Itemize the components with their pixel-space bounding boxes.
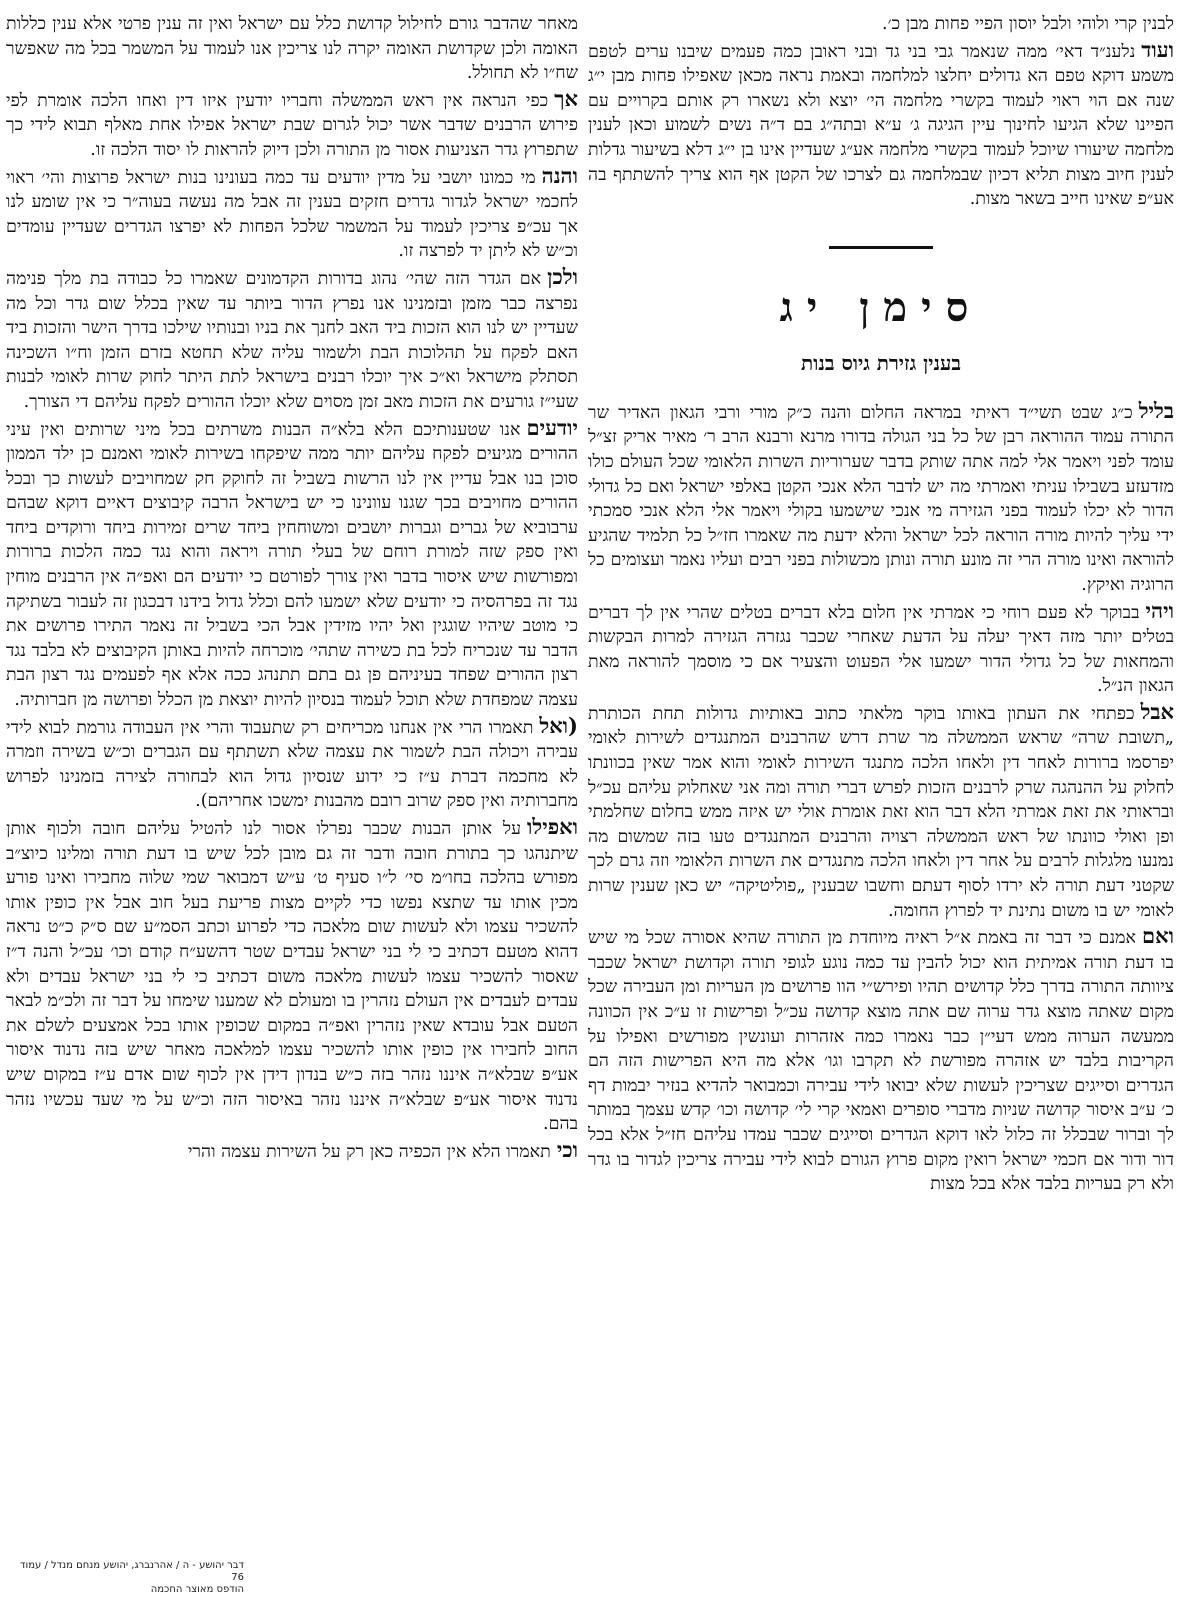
paragraph-lead-word: ואם bbox=[1142, 923, 1174, 949]
paragraph-text: נלענ״ד דאי׳ ממה שנאמר גבי בני גד ובני ראובן כמה פעמים שיבנו ערים לטפם משמע דוקא טפם הא גדולים יחלצו למלחמה ובאמת נראה מכאן שאפילו פחות מבן י״ג שנה אם הוי ראוי לעמוד בקשרי מלחמה הי׳ יוצא ולא נשארו רק אותם בקרויים עם הפיינו שלא הגיעו לחינוך עיין הגיגה ג׳ ע״א ובתה״ג בם ד״ה נשים לשמוע וכאן לענין מלחמה שיעורו שיוכל לעמוד בקשרי מלחמה אע״ג שעדיין אינו בן י״ג דלא בשיעור גדלות לענין חיוב מצות תליא דכיון שבמלחמה גם לצרכו של הקטן אף הוא צריך להשתתף בה אע״פ שאינו חייב בשאר מצות. bbox=[588, 41, 1174, 210]
paragraph-text: כפתחי את העתון באותו בוקר מלאתי כתוב באותיות גדולות תחת הכותרת „תשובת שרה״ שראש הממשלה מר שרת דרש שהרבנים המתנגדים לשירות לאומי יפרסמו ברורות לאחר דין ולאחו הלכה מתנגד השירות לאומי והוא אמר שאין בכוונתו לחלוק על ההנהגה שרק לרבנים הזכות לפרש דברי תורה ומה אני שאחלוק עליהם עכ״ל ובראותי את זאת אמרתי הלא דבר הוא זאת אומרת אולי יש איזה ממש בחלום שחלמתי ופן ואולי כוונתו של ראש הממשלה רצויה והרבנים המתנגדים טעו בזה שמשום מה נמנעו מלגלות לרבים על אחר דין ולאחו הלכה מתנגדים את השרות הלאומי וזה גרם לכך שקטני דעת תורה לא ירדו לסוף דעתם וחשבו שבענין „פוליטיקה״ יש כאן שענין שרות לאומי יש בו משום נתינת יד לפרוץ החומה. bbox=[588, 703, 1174, 921]
left-column bbox=[6, 0, 578, 1165]
paragraph bbox=[588, 38, 1174, 212]
paragraph-text: תאמרו הלא אין הכפיה כאן רק על השירות עצמה והרי bbox=[187, 1141, 551, 1162]
section-divider bbox=[829, 246, 933, 249]
paragraph bbox=[6, 714, 578, 814]
paragraph bbox=[6, 265, 578, 415]
right-column bbox=[588, 0, 1174, 1198]
paragraph-text: בבוקר לא פעם רוחי כי אמרתי אין חלום בלא דברים בטלים שהרי אין לך דברים בטלים יותר מזה דאיך יעלה על הדעת שאחרי שכבר נגזרה הגזירה למרות הבקשות והמחאות של כל גדולי הדור ישמעו אלי הפעוט והצעיר אם כי מוסמך להוראה מאת הגאון הנ״ל. bbox=[588, 602, 1174, 697]
siman-title: סימן יג bbox=[779, 283, 983, 331]
paragraph-lead-word: יודעים bbox=[526, 414, 578, 440]
paragraph bbox=[6, 12, 578, 86]
paragraph-lead-word: ויהי bbox=[1145, 597, 1174, 623]
paragraph bbox=[588, 700, 1174, 923]
paragraph bbox=[6, 164, 578, 264]
paragraph-lead-word: והנה bbox=[541, 162, 578, 188]
siman-subtitle: בענין גזירת גיוס בנות bbox=[801, 350, 961, 375]
paragraph-text: אם הגדר הזה שהי׳ נהוג בדורות הקדמונים שאמרו כל כבודה בת מלך פנימה נפרצה כבר מזמן ובזמנינו אנו נפרץ הדור ביותר עד שאין בכלל שום גדר וכל מה שעדיין יש לנו הוא הזכות ביד האב לחנך את בניו ובנותיו שילכו בדרך הישר והזכות ביד האם לפקח על תהלוכות הבת ולשמור עליה שלא תחטא בזרם הזמן וח״ו השכינה תסתלק מישראל וא״כ איך יוכלו רבנים בישראל לתת היתר לחוק שרות לאומי לבנות שעי״ז גורעים את הזכות מאב זמן מסוים שלא יוכלו ההורים לפקח עליהם די הצורך. bbox=[6, 268, 578, 412]
footer-source: דבר יהושע - ה / אהרנברג, יהושע מנחם מנדל / עמוד 76 bbox=[20, 1560, 244, 1583]
paragraph-lead-word: ועוד bbox=[1141, 36, 1174, 62]
paragraph bbox=[6, 815, 578, 1137]
paragraph-lead-word: בליל bbox=[1138, 397, 1174, 423]
paragraph-text: אנו שטענותיכם הלא בלא״ה הבנות משרתים בכל מיני שרותים ואין עיני ההורים מגיעים לפקח עליהם יותר ממה שיפקחו בשירות לאומי ואמנם כן ילד הממון סוכן בנו אבל עדיין אין לנו הרשות בשביל זה לחוקק חק שמחויבים לעשות כך ובכל ההורים מחויבים בכך שגנו עוונינו כי יש בישראל הרבה קיבוצים דאיים דוקא שבהם ערבוביא של גברים וגברות יושבים ומשוחחין ביחד שרים זמירות ביחד ורוקדים ביחד ואין ספק שזה למורת רוחם של בעלי תורה ויראה והוא נגד כמה הלכות ברורות ומפורשות שיש איסור בדבר ואין צורך לפורטם כי יודעים הם ואפ״ה אין הרבנים מוחין נגד זה בפרהסיה כי יודעים שלא ישמעו להם וכלל גדול בידנו דבכגון זה לעבור בשתיקה כי מוטב שיהיו שוגגין ואל יהיו מזידין אבל הכי בשביל זה נאמר התירו פרושים את הדבר עד שנכריח לכל בת כשירה שתהי׳ מוכרחה להיות באותן הקיבוצים לא בלבד נגד רצון ההורים שפחד בעיניהם פן גם בתם תתנהג ככה אלא אף לפעמים נגד רצון הבת עצמה שמפחדת שלא תוכל לעמוד בנסיון להיות יוצאת מן הכלל ופרושה מן חברותיה. bbox=[6, 419, 578, 711]
paragraph-text: על אותן הבנות שכבר נפרלו אסור לנו להטיל עליהם חובה ולכוף אותן שיתנהגו כך בתורת חובה ודבר זה גם מובן לכל שיש בו דעת תורה ומלינו כיוצ״ב מפורש בהלכה בחו״מ סי׳ ל״ו סעיף ט׳ ע״ש דמבואר שמי שלוה מחבירו ואינו פורע מכין אותו עד שתצא נפשו כדי לקיים מצות פריעת בעל חוב אבל אין כופין אותו להשכיר עצמו ולא לעשות שום מלאכה כדי לפרוע וכתב הסמ״ע שם ס״ק כ״ט נראה דהוא מטעם דכתיב כי לי בני ישראל עבדים שטר דהשע״ח קודם וכו׳ עכ״ל והנה ד״ז שאסור להשכיר עצמו לעשות מלאכה משום דכתיב כי לי בני ישראל עבדים ולא עבדים לעבדים אין העולם נזהרין בו ומעולם לא שמענו שימחו על דבר זה ולכ״מ לבאר הטעם אבל עובדא שאין נזהרין ואפ״ה במקום שכופין אותו בכל אמצעים לשלם את החוב לחבירו אין כופין אותו להשכיר עצמו למלאכה מאחר שיש בזה נדנוד איסור אע״פ שבלא״ה איננו נזהר בזה כ״ש בנדון דידן אין לכוף שום אדם ע״ז במקום שיש נדנוד איסור אע״פ שבלא״ה איננו נזהר באיסור הזה וכ״ש על מי שעד עכשיו נזהר בהם. bbox=[6, 819, 578, 1135]
paragraph bbox=[588, 12, 1174, 37]
paragraph bbox=[6, 87, 578, 163]
paragraph-lead-word: ואפילו bbox=[527, 814, 578, 839]
paragraph-lead-word: אבל bbox=[1140, 698, 1174, 724]
footer-printed: הודפס מאוצר החכמה bbox=[150, 1584, 244, 1595]
right-top-text bbox=[588, 12, 1174, 212]
paragraph-text: לבנין קרי ולוהי ולבל יוסון הפיי פחות מבן כ׳. bbox=[882, 14, 1174, 34]
paragraph-lead-word: (ואל bbox=[539, 712, 578, 738]
paragraph bbox=[6, 416, 578, 713]
paragraph bbox=[6, 1138, 578, 1165]
paragraph-text: כ״ג שבט תשי״ד ראיתי במראה החלום והנה כ״ק מורי ורבי הגאון האדיר שר התורה עמוד ההוראה רבן של כל בני הגולה בדורו מרנא ורבנא הרב ר׳ מאיר אריק זצ״ל עומד לפני ויאמר אלי למה אתה שותק בדבר שערוריות השרות הלאומי שכל העולם כולו מזדעזע בשבילו עניתי ואמרתי מה יש לדבר הלא אנכי הקטן באלפי ישראל ואם כל גדולי הדור לא יכלו לעמוד בפני הגזירה מי אנכי שישמעו בקולי ויאמר אלי הלא אנכי סמכתי ידי עליך להיות מורה הוראה לכל ישראל והלא ידעת מה שאמרו חז״ל כל תלמיד שהגיע להוראה ואינו מורה הרי זה מונע תורה ונותן מכשולות בפני רבים ועליו נאמר ועצומים כל הרוגיה ואיקץ. bbox=[588, 402, 1174, 595]
paragraph-lead-word: אך bbox=[554, 85, 578, 111]
paragraph-text: תאמרו הרי אין אנחנו מכריחים רק שתעבוד והרי אין העבודה גורמת לבוא לידי עבירה ויכולה הבת לשמור את עצמה שלא תשתתף עם הגברים וכ״ש בשירה וזמרה לא מחכמה דברת ע״ז כי ידוע שנסיון גדול הוא לבחורה לצירה בזמנינו לפרוש מחברותיה ואין ספק שרוב רובם מהבנות ימשכו אחריהם). bbox=[6, 717, 578, 812]
paragraph-text: כפי הנראה אין ראש הממשלה וחבריו יודעין איזו דין ואחו הלכה אומרת לפי פירוש הרבנים שדבר אשר יכול לגרום שבת ישראל אפילו אחת מאלף תבוא לידי כך שתפרוץ גדר הצניעות אסור מן התורה ולכן דיוק להראות לו יסוד הלכה זו. bbox=[6, 90, 578, 160]
right-bottom-text bbox=[588, 399, 1174, 1197]
left-text bbox=[6, 12, 578, 1164]
paragraph-text: אמנם כי דבר זה באמת א״ל ראיה מיוחדת מן התורה שהיא אסורה שכל מי שיש בו דעת תורה אמיתית הוא יכול להבין עד כמה נוגע לגופי תורה וקדושת ישראל שכבר ציוותה התורה בדרך כלל קדושים תהיו ופירש״י הוו פרושים מן העריות ומן העבירה שכל מקום שאתה מוצא גדר ערוה שם אתה מוצא קדושה עכ״ל ופרישות זו ע״כ אין הכוונה ממעשה הערוה ממש דעי״ן כבר נאמרו כמה אזהרות ועונשין מפורשים ואפילו על הקריבות בלבד יש אזהרה מפורשת לא תקרבו וגו׳ אלא מה היא הפרישות הזה הם הגדרים וסייגים שצריכין לעשות שלא יבואו לידי עבירה וכמבואר להדיא בנזיר יבמות דף כ׳ ע״ב איסור קדושה שניות מדברי סופרים ואמאי קרי לי׳ קדושה וכו׳ קדש עצמך במותר לך וברור שבכלל זה כלול לאו דוקא הגדרים וסייגים שכבר עמדו עליהם חז״ל אלא בכל דור ודור אם חכמי ישראל רואין מקום פרוץ הגורם לבוא לידי עבירה צריכין לגדור בו גדר ולא רק בעריות בלבד אלא בכל מצות bbox=[588, 928, 1174, 1195]
footer-credit bbox=[14, 1560, 244, 1596]
paragraph-text: מי כמונו יושבי על מדין יודעים עד כמה בעונינו בנות ישראל פרוצות והי׳ ראוי לחכמי ישראל לגדור גדרים חזקים בענין זה אבל מה נעשה בעוה״ר כי אין שומע לנו אך עכ״פ צריכין לעמוד על המשמר שלכל הפחות לא יפרצו הגדרים שעדיין עומדים וכ״ש לא ליתן יד לפרצה זו. bbox=[6, 167, 578, 262]
paragraph bbox=[588, 399, 1174, 598]
paragraph bbox=[588, 924, 1174, 1197]
paragraph bbox=[588, 599, 1174, 699]
paragraph-lead-word: וכי bbox=[556, 1136, 578, 1162]
paragraph-text: מאחר שהדבר גורם לחילול קדושת כלל עם ישראל ואין זה ענין פרטי אלא ענין כללות האומה ולכן שקדושת האומה יקרה לנו צריכין אנו לעמוד על המשמר בכל מה שאפשר שח״ו לא תחולל. bbox=[6, 14, 578, 84]
paragraph-lead-word: ולכן bbox=[547, 263, 578, 289]
